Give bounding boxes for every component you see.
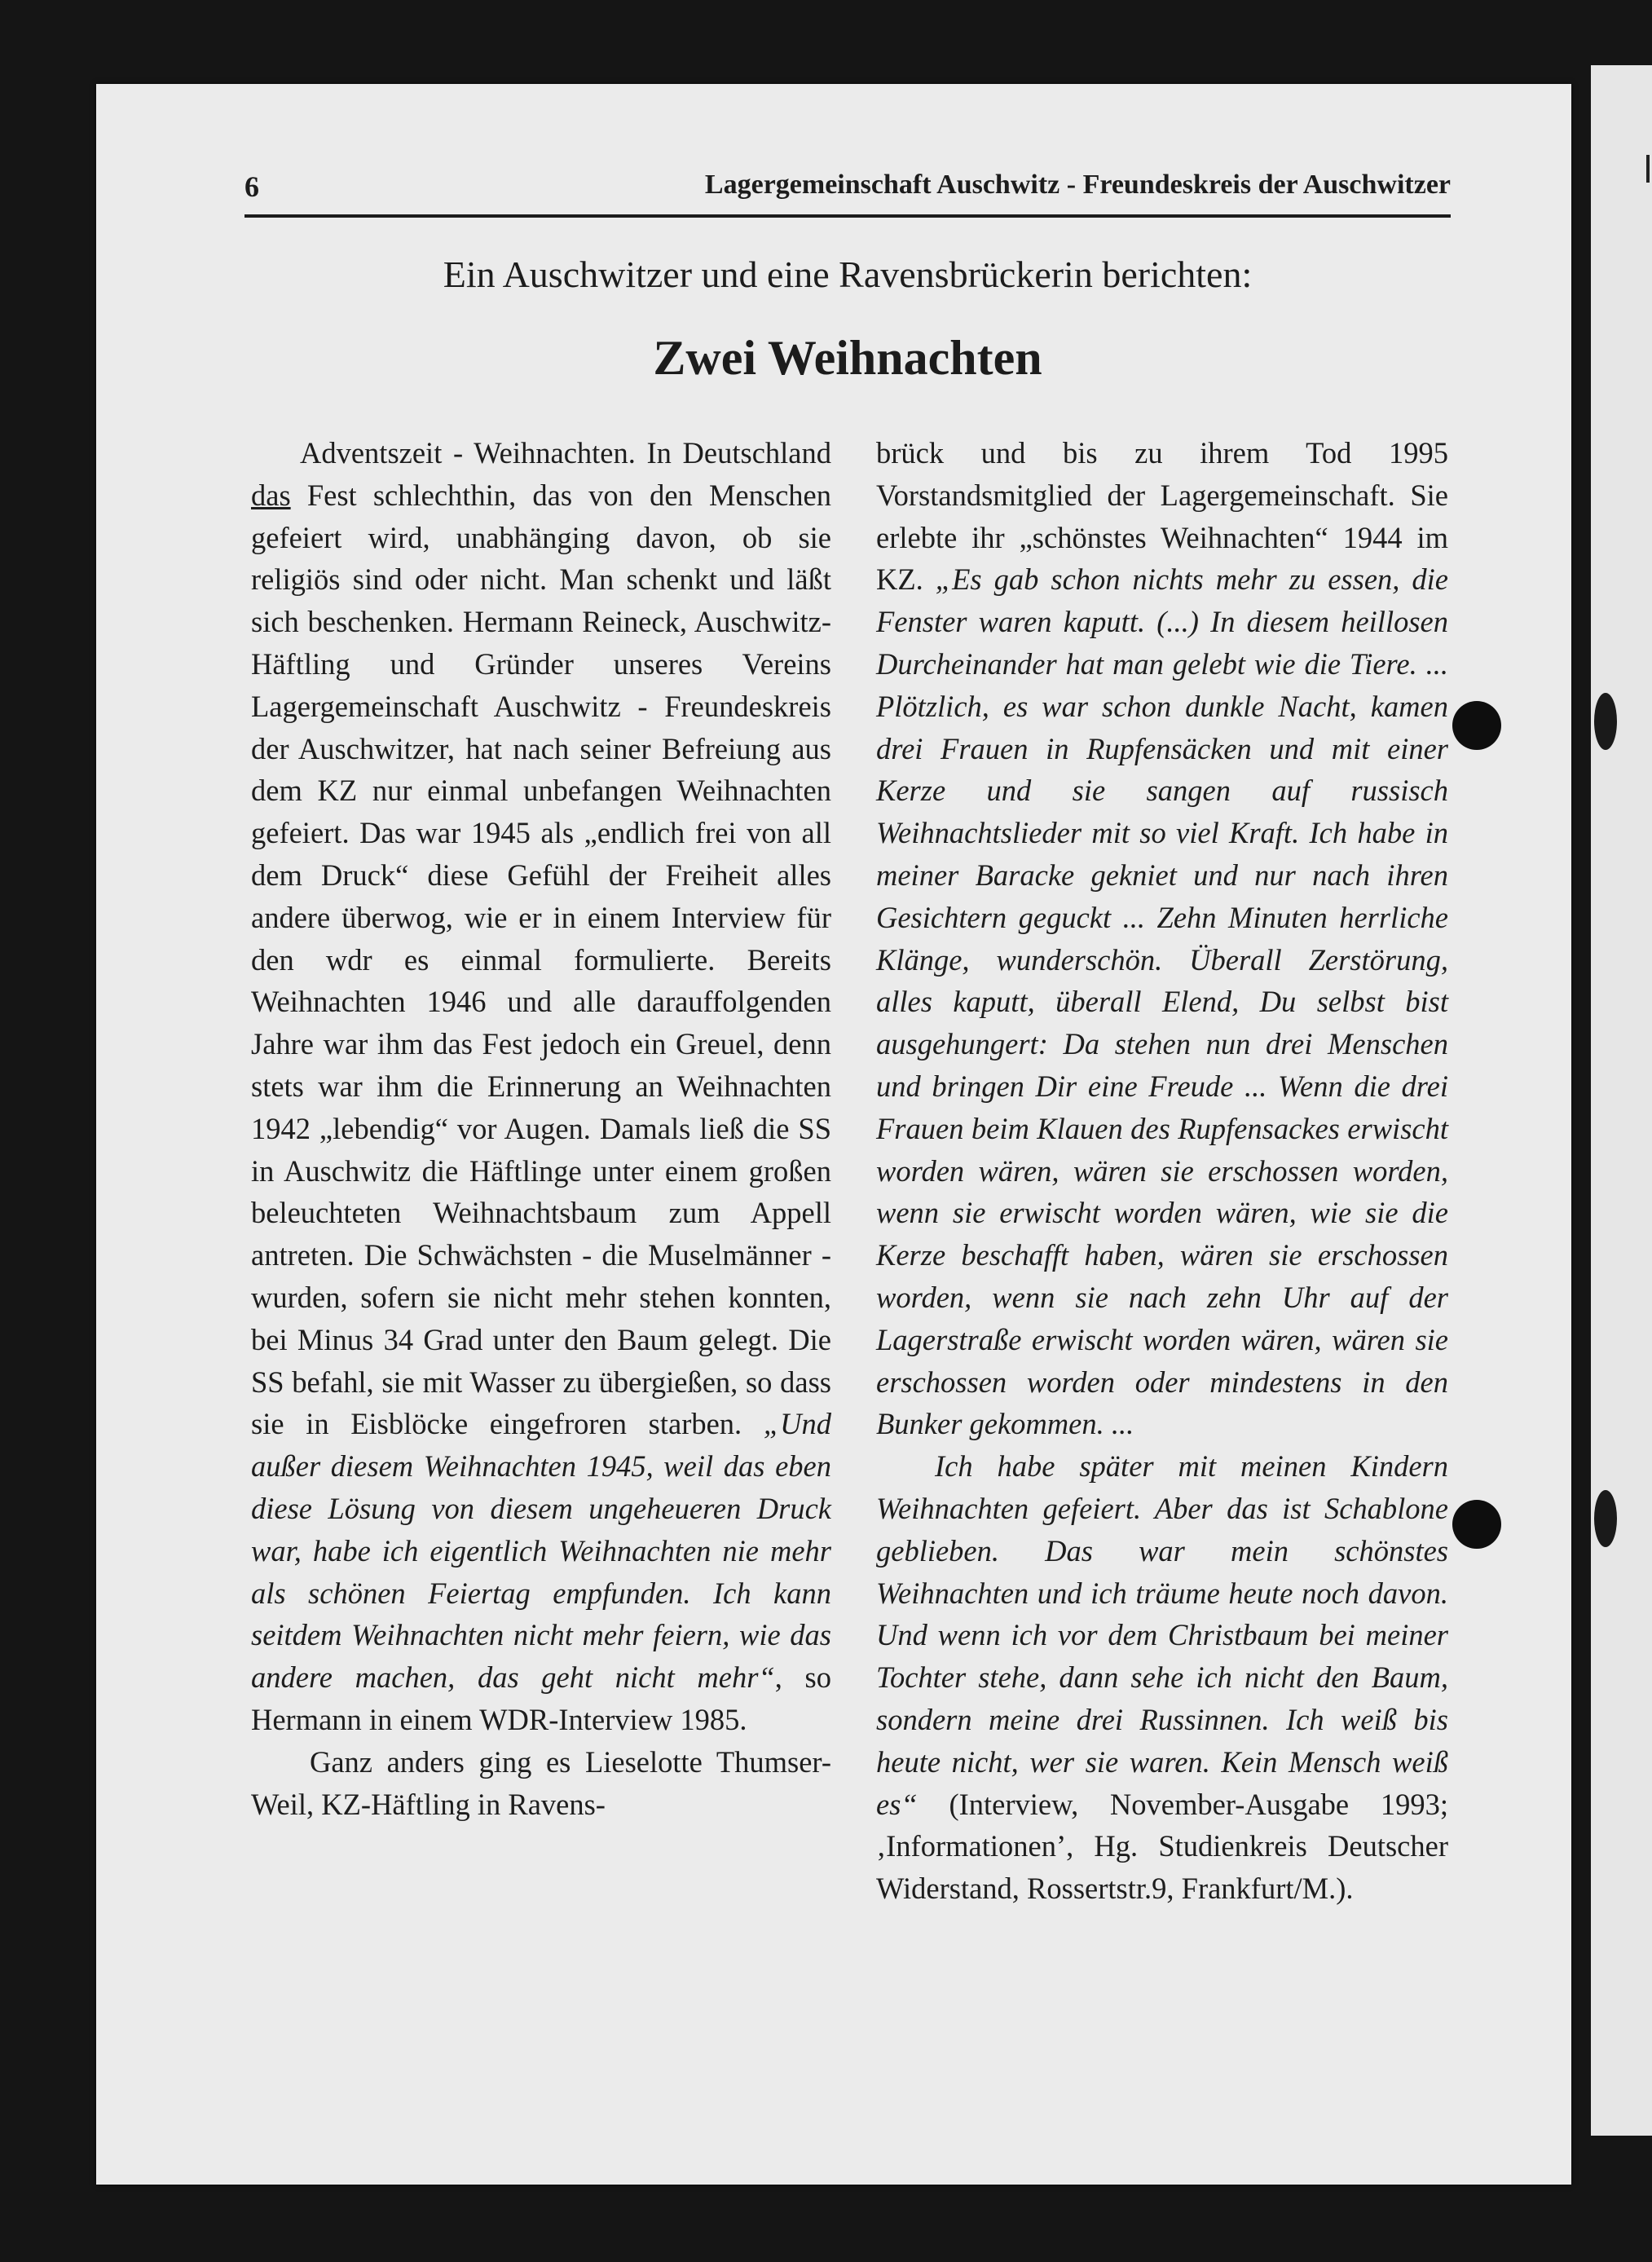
paragraph: Adventszeit - Weihnachten. In Deutschland das Fest schlechthin, das von den Menschen gefeiert wird, unabhänging davon, ob sie religiös sind oder nicht. Man schenkt und läßt sich beschenken. Hermann Reineck, Auschwitz-Häftling und Gründer unseres Vereins Lagergemeinschaft Auschwitz - Freundeskreis der Auschwitzer, hat nach seiner Befreiung aus dem KZ nur einmal unbefangen Weihnachten gefeiert. Das war 1945 als „endlich frei von all dem Druck“ diese Gefühl der Freiheit alles andere überwog, wie er in einem Interview für den wdr es einmal formulierte. Bereits Weihnachten 1946 und alle darauffolgenden Jahre war ihm das Fest jedoch ein Greuel, denn stets war ihm die Erinnerung an Weihnachten 1942 „lebendig“ vor Augen. Damals ließ die SS in Auschwitz die Häftlinge unter einem großen beleuchteten Weihnachtsbaum zum Appell antreten. Die Schwächsten - die Muselmänner - wurden, sofern sie nicht mehr stehen konnten, bei Minus 34 Grad unter den Baum gelegt. Die SS befahl, sie mit Wasser zu übergießen, so dass sie in Eisblöcke eingefroren starben. „Und außer diesem Weihnachten 1945, weil das eben diese Lösung von diesem ungeheueren Druck war, habe ich eigentlich Weihnachten nie mehr als schönen Feiertag empfunden. Ich kann seitdem Weihnachten nicht mehr feiern, wie das andere machen, das geht nicht mehr“, so Hermann in einem WDR-Interview 1985. <box>251 436 831 1736</box>
page-header <box>244 170 1451 210</box>
underlined-word: das <box>251 478 291 512</box>
article-kicker: Ein Auschwitzer und eine Ravensbrückerin berichten: <box>443 254 1253 295</box>
quote: „Und außer diesem Weihnachten 1945, weil das eben diese Lösung von diesem ungeheueren Druck war, habe ich eigentlich Weihnachten nie mehr als schönen Feiertag empfunden. Ich kann seitdem Weihnachten nicht mehr feiern, wie das andere machen, das geht nicht mehr“ <box>251 1407 831 1695</box>
page-number: 6 <box>244 170 259 203</box>
punch-hole <box>1452 701 1501 750</box>
punch-hole <box>1452 1500 1501 1549</box>
header-divider <box>244 214 1451 218</box>
quote: „Es gab schon nichts mehr zu essen, die Fenster waren kaputt. (...) In diesem heillosen Durcheinander hat man gelebt wie die Tiere. ... Plötzlich, es war schon dunkle Nacht, kamen drei Frauen in Rupfensäcken und mit einer Kerze und sie sangen auf russisch Weihnachtslieder mit so viel Kraft. Ich habe in meiner Baracke gekniet und nur nach ihren Gesichtern geguckt ... Zehn Minuten herrliche Klänge, wunderschön. Überall Zerstörung, alles kaputt, überall Elend, Du selbst bist ausgehungert: Da stehen nun drei Menschen und bringen Dir eine Freude ... Wenn die drei Frauen beim Klauen des Rupfensackes erwischt worden wären, wären sie erschossen worden, wenn sie erwischt worden wären, wie sie die Kerze beschafft haben, wären sie erschossen worden, wenn sie nach zehn Uhr auf der Lagerstraße erwischt worden wären, wären sie erschossen worden oder mindestens in den Bunker gekommen. ... <box>876 562 1449 1441</box>
adjacent-punch-hole <box>1594 1490 1617 1547</box>
paragraph: Ich habe später mit meinen Kindern Weihnachten gefeiert. Aber das ist Schablone geblieben. Das war mein schönstes Weihnachten und ich träume heute noch davon. Und wenn ich vor dem Christbaum bei meiner Tochter stehe, dann sehe ich nicht den Baum, sondern meine drei Russinnen. Ich weiß bis heute nicht, wer sie waren. Kein Mensch weiß es“ (Interview, November-Ausgabe 1993; ‚Informationen’, Hg. Studienkreis Deutscher Widerstand, Rossertstr.9, Frankfurt/M.). <box>876 1449 1448 1906</box>
quote: Ich habe später mit meinen Kindern Weihnachten gefeiert. Aber das ist Schablone geblieben. Das war mein schönstes Weihnachten und ich träume heute noch davon. Und wenn ich vor dem Christbaum bei meiner Tochter stehe, dann sehe ich nicht den Baum, sondern meine drei Russinnen. Ich weiß bis heute nicht, wer sie waren. Kein Mensch weiß es“ <box>876 1449 1448 1821</box>
adjacent-page-edge <box>1591 65 1652 2136</box>
article-headline: Zwei Weihnachten <box>653 331 1042 385</box>
left-column <box>251 432 831 1825</box>
right-column <box>876 432 1448 1910</box>
running-title: Lagergemeinschaft Auschwitz - Freundeskreis der Auschwitzer <box>704 170 1451 200</box>
adjacent-punch-hole <box>1594 693 1617 750</box>
adjacent-page-mark <box>1646 155 1650 183</box>
paragraph: brück und bis zu ihrem Tod 1995 Vorstandsmitglied der Lagergemeinschaft. Sie erlebte ihr „schönstes Weihnachten“ 1944 im KZ. „Es gab schon nichts mehr zu essen, die Fenster waren kaputt. (...) In diesem heillosen Durcheinander hat man gelebt wie die Tiere. ... Plötzlich, es war schon dunkle Nacht, kamen drei Frauen in Rupfensäcken und mit einer Kerze und sie sangen auf russisch Weihnachtslieder mit so viel Kraft. Ich habe in meiner Baracke gekniet und nur nach ihren Gesichtern geguckt ... Zehn Minuten herrliche Klänge, wunderschön. Überall Zerstörung, alles kaputt, überall Elend, Du selbst bist ausgehungert: Da stehen nun drei Menschen und bringen Dir eine Freude ... Wenn die drei Frauen beim Klauen des Rupfensackes erwischt worden wären, wären sie erschossen worden, wenn sie erwischt worden wären, wie sie die Kerze beschafft haben, wären sie erschossen worden, wenn sie nach zehn Uhr auf der Lagerstraße erwischt worden wären, wären sie erschossen worden oder mindestens in den Bunker gekommen. ... <box>876 436 1449 1441</box>
paragraph: Ganz anders ging es Lieselotte Thumser-Weil, KZ-Häftling in Ravens- <box>251 1744 831 1821</box>
